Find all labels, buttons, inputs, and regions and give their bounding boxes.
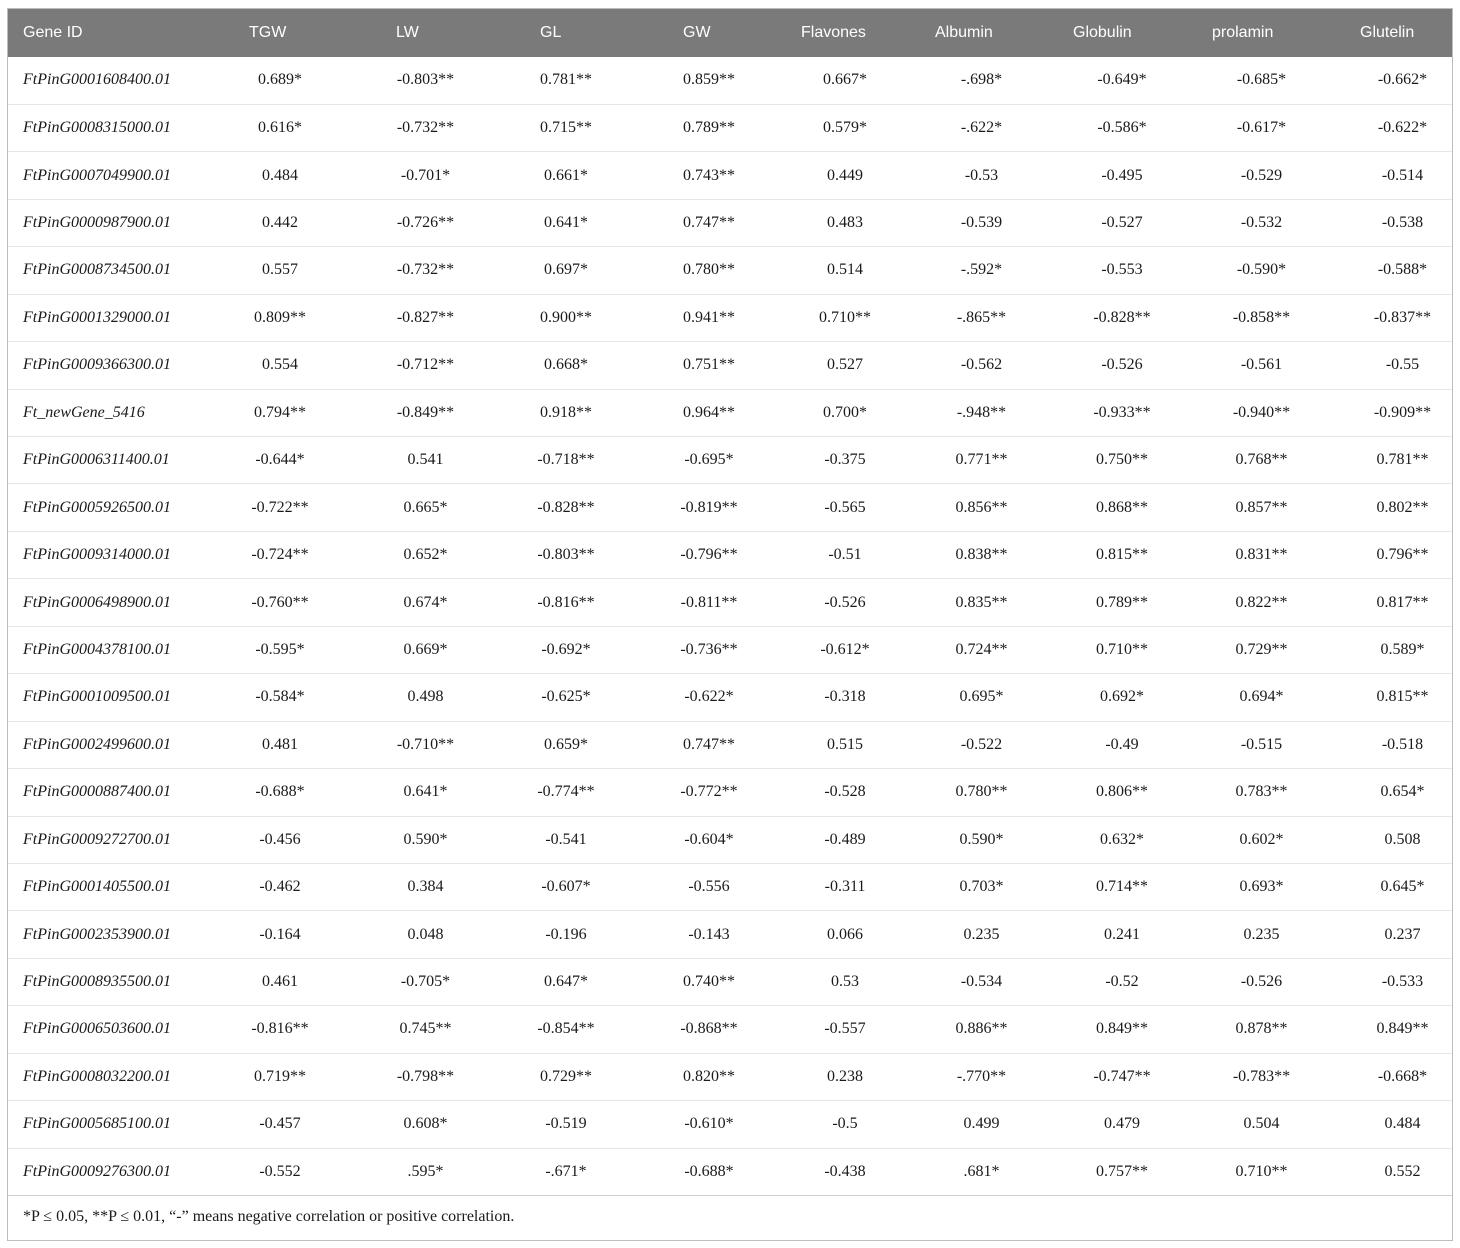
cell-tgw: -0.760** (204, 579, 344, 626)
cell-flavones: 0.579* (767, 104, 903, 151)
cell-prolamin: -0.783** (1182, 1053, 1323, 1100)
cell-lw: -0.732** (344, 104, 485, 151)
cell-gw: -0.604* (627, 816, 767, 863)
cell-gene-id: FtPinG0006503600.01 (8, 1006, 204, 1053)
cell-lw: 0.641* (344, 769, 485, 816)
cell-glutelin: -0.909** (1323, 389, 1452, 436)
cell-gene-id: FtPinG0008935500.01 (8, 958, 204, 1005)
cell-lw: -0.803** (344, 57, 485, 104)
cell-glutelin: -0.662* (1323, 57, 1452, 104)
cell-lw: 0.048 (344, 911, 485, 958)
cell-gl: -0.541 (485, 816, 627, 863)
cell-flavones: -0.489 (767, 816, 903, 863)
cell-globulin: -0.747** (1042, 1053, 1182, 1100)
cell-flavones: 0.515 (767, 721, 903, 768)
cell-gw: -0.610* (627, 1101, 767, 1148)
cell-gl: -0.803** (485, 531, 627, 578)
cell-lw: -0.732** (344, 247, 485, 294)
cell-gw: -0.819** (627, 484, 767, 531)
table-footnote: *P ≤ 0.05, **P ≤ 0.01, “-” means negative correlation or positive correlation. (23, 1208, 515, 1225)
table-row (8, 1101, 1452, 1148)
cell-tgw: -0.688* (204, 769, 344, 816)
cell-gene-id: FtPinG0000887400.01 (8, 769, 204, 816)
table-row (8, 199, 1452, 246)
cell-prolamin: -0.532 (1182, 199, 1323, 246)
table-row (8, 294, 1452, 341)
cell-globulin: 0.868** (1042, 484, 1182, 531)
cell-flavones: 0.527 (767, 342, 903, 389)
cell-tgw: -0.724** (204, 531, 344, 578)
cell-gl: 0.647* (485, 958, 627, 1005)
cell-tgw: -0.456 (204, 816, 344, 863)
cell-prolamin: 0.504 (1182, 1101, 1323, 1148)
cell-gl: -0.519 (485, 1101, 627, 1148)
cell-glutelin: 0.589* (1323, 626, 1452, 673)
cell-glutelin: -0.538 (1323, 199, 1452, 246)
cell-gene-id: FtPinG0002353900.01 (8, 911, 204, 958)
table-row (8, 437, 1452, 484)
table-row (8, 152, 1452, 199)
cell-gw: 0.859** (627, 57, 767, 104)
cell-globulin: -0.527 (1042, 199, 1182, 246)
cell-albumin: -.698* (903, 57, 1042, 104)
table-row (8, 1148, 1452, 1195)
cell-gw: -0.772** (627, 769, 767, 816)
cell-flavones: 0.483 (767, 199, 903, 246)
cell-gl: 0.697* (485, 247, 627, 294)
cell-globulin: -0.586* (1042, 104, 1182, 151)
header-glutelin: Glutelin (1360, 24, 1415, 41)
cell-gw: -0.143 (627, 911, 767, 958)
cell-gl: 0.641* (485, 199, 627, 246)
cell-glutelin: 0.815** (1323, 674, 1452, 721)
cell-flavones: 0.710** (767, 294, 903, 341)
cell-albumin: -0.539 (903, 199, 1042, 246)
cell-gw: 0.964** (627, 389, 767, 436)
cell-prolamin: -0.858** (1182, 294, 1323, 341)
cell-flavones: 0.066 (767, 911, 903, 958)
cell-globulin: 0.241 (1042, 911, 1182, 958)
cell-flavones: 0.514 (767, 247, 903, 294)
cell-albumin: 0.856** (903, 484, 1042, 531)
cell-lw: -0.712** (344, 342, 485, 389)
cell-gw: 0.743** (627, 152, 767, 199)
cell-lw: 0.745** (344, 1006, 485, 1053)
cell-globulin: 0.757** (1042, 1148, 1182, 1195)
cell-glutelin: -0.533 (1323, 958, 1452, 1005)
cell-flavones: -0.612* (767, 626, 903, 673)
cell-gl: 0.918** (485, 389, 627, 436)
header-lw: LW (396, 24, 419, 41)
cell-glutelin: -0.622* (1323, 104, 1452, 151)
cell-globulin: 0.789** (1042, 579, 1182, 626)
cell-gl: -0.816** (485, 579, 627, 626)
cell-prolamin: -0.515 (1182, 721, 1323, 768)
cell-lw: -0.710** (344, 721, 485, 768)
cell-lw: -0.701* (344, 152, 485, 199)
cell-gene-id: FtPinG0009272700.01 (8, 816, 204, 863)
cell-gw: -0.622* (627, 674, 767, 721)
cell-albumin: 0.771** (903, 437, 1042, 484)
cell-glutelin: 0.508 (1323, 816, 1452, 863)
cell-gl: -0.828** (485, 484, 627, 531)
cell-gw: 0.780** (627, 247, 767, 294)
cell-gl: 0.900** (485, 294, 627, 341)
cell-tgw: -0.816** (204, 1006, 344, 1053)
cell-tgw: 0.442 (204, 199, 344, 246)
cell-albumin: -.622* (903, 104, 1042, 151)
header-gene-id: Gene ID (23, 24, 83, 41)
cell-albumin: 0.835** (903, 579, 1042, 626)
cell-globulin: -0.52 (1042, 958, 1182, 1005)
cell-lw: 0.498 (344, 674, 485, 721)
cell-glutelin: 0.817** (1323, 579, 1452, 626)
cell-globulin: 0.710** (1042, 626, 1182, 673)
header-gw: GW (683, 24, 711, 41)
cell-gene-id: FtPinG0001405500.01 (8, 863, 204, 910)
cell-gene-id: FtPinG0004378100.01 (8, 626, 204, 673)
cell-gw: -0.796** (627, 531, 767, 578)
cell-gw: 0.941** (627, 294, 767, 341)
cell-gl: -.671* (485, 1148, 627, 1195)
table-row (8, 721, 1452, 768)
cell-albumin: 0.886** (903, 1006, 1042, 1053)
cell-gl: -0.692* (485, 626, 627, 673)
cell-flavones: 0.700* (767, 389, 903, 436)
table-row (8, 674, 1452, 721)
cell-tgw: -0.595* (204, 626, 344, 673)
cell-flavones: -0.375 (767, 437, 903, 484)
cell-prolamin: 0.729** (1182, 626, 1323, 673)
cell-prolamin: 0.857** (1182, 484, 1323, 531)
cell-gl: -0.607* (485, 863, 627, 910)
table-row (8, 769, 1452, 816)
cell-lw: -0.798** (344, 1053, 485, 1100)
cell-glutelin: 0.552 (1323, 1148, 1452, 1195)
cell-gl: -0.854** (485, 1006, 627, 1053)
cell-tgw: 0.794** (204, 389, 344, 436)
cell-gw: 0.747** (627, 721, 767, 768)
cell-albumin: 0.499 (903, 1101, 1042, 1148)
cell-glutelin: 0.849** (1323, 1006, 1452, 1053)
cell-prolamin: 0.235 (1182, 911, 1323, 958)
cell-glutelin: -0.518 (1323, 721, 1452, 768)
cell-albumin: 0.590* (903, 816, 1042, 863)
cell-albumin: -.865** (903, 294, 1042, 341)
table-row (8, 816, 1452, 863)
cell-tgw: -0.164 (204, 911, 344, 958)
table-row (8, 247, 1452, 294)
cell-gl: 0.661* (485, 152, 627, 199)
cell-globulin: 0.750** (1042, 437, 1182, 484)
cell-albumin: 0.703* (903, 863, 1042, 910)
cell-lw: -0.705* (344, 958, 485, 1005)
cell-tgw: -0.552 (204, 1148, 344, 1195)
cell-gene-id: FtPinG0007049900.01 (8, 152, 204, 199)
cell-prolamin: 0.694* (1182, 674, 1323, 721)
table-row (8, 1053, 1452, 1100)
cell-lw: 0.608* (344, 1101, 485, 1148)
cell-glutelin: 0.237 (1323, 911, 1452, 958)
cell-globulin: 0.815** (1042, 531, 1182, 578)
cell-gene-id: FtPinG0009276300.01 (8, 1148, 204, 1195)
correlation-table (8, 9, 1452, 1196)
cell-flavones: 0.449 (767, 152, 903, 199)
table-row (8, 104, 1452, 151)
table-row (8, 484, 1452, 531)
table-row (8, 911, 1452, 958)
cell-flavones: -0.318 (767, 674, 903, 721)
cell-globulin: -0.649* (1042, 57, 1182, 104)
cell-glutelin: -0.514 (1323, 152, 1452, 199)
cell-gene-id: FtPinG0001329000.01 (8, 294, 204, 341)
cell-gene-id: FtPinG0006311400.01 (8, 437, 204, 484)
cell-gene-id: FtPinG0000987900.01 (8, 199, 204, 246)
cell-flavones: -0.438 (767, 1148, 903, 1195)
cell-tgw: -0.722** (204, 484, 344, 531)
cell-gene-id: FtPinG0009314000.01 (8, 531, 204, 578)
cell-albumin: 0.695* (903, 674, 1042, 721)
cell-globulin: 0.479 (1042, 1101, 1182, 1148)
cell-lw: 0.674* (344, 579, 485, 626)
table-row (8, 389, 1452, 436)
cell-prolamin: 0.878** (1182, 1006, 1323, 1053)
table-row (8, 579, 1452, 626)
cell-gene-id: FtPinG0005926500.01 (8, 484, 204, 531)
cell-gl: 0.729** (485, 1053, 627, 1100)
cell-gw: 0.789** (627, 104, 767, 151)
cell-gw: 0.747** (627, 199, 767, 246)
table-row (8, 531, 1452, 578)
cell-albumin: -0.534 (903, 958, 1042, 1005)
cell-tgw: -0.457 (204, 1101, 344, 1148)
cell-albumin: -0.53 (903, 152, 1042, 199)
cell-lw: 0.652* (344, 531, 485, 578)
cell-tgw: -0.644* (204, 437, 344, 484)
cell-gene-id: FtPinG0008315000.01 (8, 104, 204, 151)
cell-gene-id: FtPinG0006498900.01 (8, 579, 204, 626)
cell-prolamin: 0.710** (1182, 1148, 1323, 1195)
cell-gl: -0.625* (485, 674, 627, 721)
cell-glutelin: -0.837** (1323, 294, 1452, 341)
cell-flavones: -0.557 (767, 1006, 903, 1053)
cell-tgw: 0.481 (204, 721, 344, 768)
table-row (8, 626, 1452, 673)
cell-prolamin: -0.940** (1182, 389, 1323, 436)
cell-prolamin: -0.590* (1182, 247, 1323, 294)
cell-gl: 0.668* (485, 342, 627, 389)
cell-lw: .595* (344, 1148, 485, 1195)
cell-globulin: 0.692* (1042, 674, 1182, 721)
cell-gw: -0.695* (627, 437, 767, 484)
cell-albumin: .681* (903, 1148, 1042, 1195)
table-row (8, 1006, 1452, 1053)
cell-tgw: 0.809** (204, 294, 344, 341)
cell-tgw: 0.484 (204, 152, 344, 199)
header-albumin: Albumin (935, 24, 993, 41)
cell-globulin: -0.553 (1042, 247, 1182, 294)
cell-globulin: -0.933** (1042, 389, 1182, 436)
cell-albumin: -.592* (903, 247, 1042, 294)
cell-gene-id: FtPinG0008032200.01 (8, 1053, 204, 1100)
cell-globulin: -0.828** (1042, 294, 1182, 341)
cell-flavones: 0.238 (767, 1053, 903, 1100)
cell-albumin: 0.838** (903, 531, 1042, 578)
cell-lw: -0.827** (344, 294, 485, 341)
cell-prolamin: -0.526 (1182, 958, 1323, 1005)
cell-tgw: 0.554 (204, 342, 344, 389)
cell-prolamin: 0.822** (1182, 579, 1323, 626)
cell-lw: -0.849** (344, 389, 485, 436)
table-row (8, 958, 1452, 1005)
cell-tgw: 0.616* (204, 104, 344, 151)
cell-tgw: 0.689* (204, 57, 344, 104)
cell-globulin: -0.495 (1042, 152, 1182, 199)
cell-glutelin: 0.484 (1323, 1101, 1452, 1148)
cell-gl: 0.781** (485, 57, 627, 104)
cell-lw: 0.541 (344, 437, 485, 484)
header-tgw: TGW (249, 24, 287, 41)
cell-flavones: -0.311 (767, 863, 903, 910)
cell-gw: -0.556 (627, 863, 767, 910)
cell-albumin: -0.522 (903, 721, 1042, 768)
cell-flavones: -0.5 (767, 1101, 903, 1148)
cell-glutelin: 0.654* (1323, 769, 1452, 816)
table-row (8, 863, 1452, 910)
cell-gl: 0.715** (485, 104, 627, 151)
cell-gl: -0.718** (485, 437, 627, 484)
cell-gw: -0.688* (627, 1148, 767, 1195)
cell-gw: -0.811** (627, 579, 767, 626)
cell-lw: 0.669* (344, 626, 485, 673)
cell-prolamin: 0.783** (1182, 769, 1323, 816)
cell-glutelin: 0.645* (1323, 863, 1452, 910)
cell-gene-id: Ft_newGene_5416 (8, 389, 204, 436)
cell-tgw: -0.462 (204, 863, 344, 910)
header-prolamin: prolamin (1212, 24, 1274, 41)
cell-gl: -0.196 (485, 911, 627, 958)
cell-albumin: -0.562 (903, 342, 1042, 389)
cell-albumin: -.770** (903, 1053, 1042, 1100)
cell-globulin: -0.526 (1042, 342, 1182, 389)
cell-glutelin: -0.668* (1323, 1053, 1452, 1100)
cell-gene-id: FtPinG0009366300.01 (8, 342, 204, 389)
cell-glutelin: -0.55 (1323, 342, 1452, 389)
header-row (8, 9, 1452, 57)
cell-gene-id: FtPinG0001009500.01 (8, 674, 204, 721)
cell-gene-id: FtPinG0001608400.01 (8, 57, 204, 104)
table-row (8, 342, 1452, 389)
cell-prolamin: 0.693* (1182, 863, 1323, 910)
cell-tgw: 0.461 (204, 958, 344, 1005)
cell-glutelin: 0.802** (1323, 484, 1452, 531)
cell-flavones: -0.51 (767, 531, 903, 578)
correlation-table-frame (7, 8, 1453, 1241)
cell-tgw: -0.584* (204, 674, 344, 721)
cell-lw: 0.590* (344, 816, 485, 863)
cell-flavones: 0.53 (767, 958, 903, 1005)
cell-prolamin: 0.831** (1182, 531, 1323, 578)
header-gl: GL (540, 24, 562, 41)
cell-albumin: 0.780** (903, 769, 1042, 816)
cell-gw: 0.820** (627, 1053, 767, 1100)
cell-gw: 0.740** (627, 958, 767, 1005)
cell-tgw: 0.557 (204, 247, 344, 294)
header-flavones: Flavones (801, 24, 866, 41)
table-row (8, 57, 1452, 104)
cell-gene-id: FtPinG0008734500.01 (8, 247, 204, 294)
cell-globulin: 0.849** (1042, 1006, 1182, 1053)
cell-prolamin: -0.685* (1182, 57, 1323, 104)
cell-glutelin: 0.796** (1323, 531, 1452, 578)
cell-flavones: -0.526 (767, 579, 903, 626)
cell-gw: -0.868** (627, 1006, 767, 1053)
cell-albumin: 0.235 (903, 911, 1042, 958)
cell-lw: -0.726** (344, 199, 485, 246)
header-globulin: Globulin (1073, 24, 1132, 41)
cell-flavones: -0.565 (767, 484, 903, 531)
cell-globulin: 0.632* (1042, 816, 1182, 863)
cell-gl: 0.659* (485, 721, 627, 768)
cell-prolamin: -0.529 (1182, 152, 1323, 199)
cell-gw: 0.751** (627, 342, 767, 389)
cell-tgw: 0.719** (204, 1053, 344, 1100)
cell-flavones: 0.667* (767, 57, 903, 104)
cell-globulin: -0.49 (1042, 721, 1182, 768)
cell-gene-id: FtPinG0005685100.01 (8, 1101, 204, 1148)
cell-globulin: 0.806** (1042, 769, 1182, 816)
cell-gl: -0.774** (485, 769, 627, 816)
cell-gw: -0.736** (627, 626, 767, 673)
cell-glutelin: -0.588* (1323, 247, 1452, 294)
cell-gene-id: FtPinG0002499600.01 (8, 721, 204, 768)
cell-flavones: -0.528 (767, 769, 903, 816)
cell-lw: 0.384 (344, 863, 485, 910)
cell-albumin: 0.724** (903, 626, 1042, 673)
cell-prolamin: -0.561 (1182, 342, 1323, 389)
cell-prolamin: -0.617* (1182, 104, 1323, 151)
cell-albumin: -.948** (903, 389, 1042, 436)
cell-prolamin: 0.768** (1182, 437, 1323, 484)
cell-glutelin: 0.781** (1323, 437, 1452, 484)
cell-globulin: 0.714** (1042, 863, 1182, 910)
cell-lw: 0.665* (344, 484, 485, 531)
cell-prolamin: 0.602* (1182, 816, 1323, 863)
